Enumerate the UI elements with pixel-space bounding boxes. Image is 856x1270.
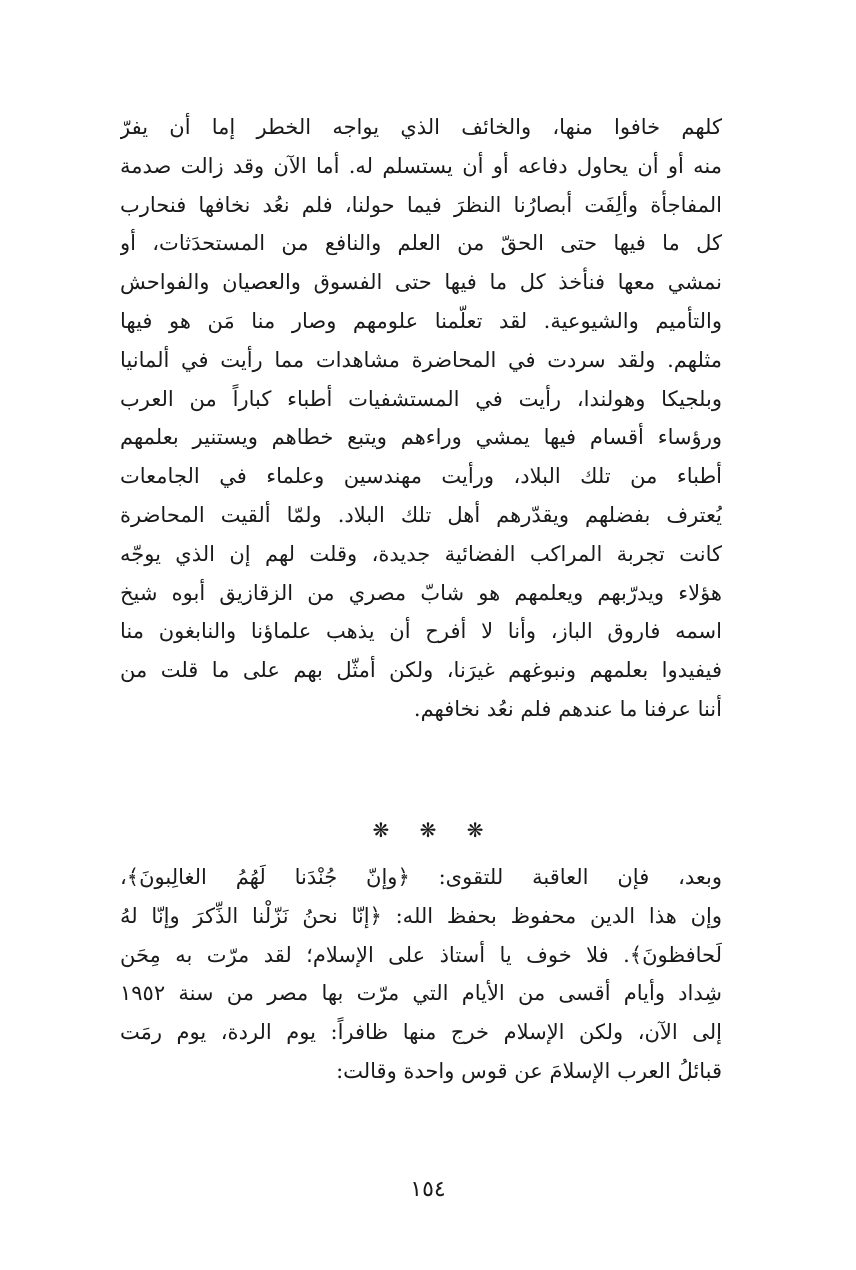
paragraph-1-line: هؤلاء ويدرّبهم ويعلمهم هو شابّ مصري من الزقازيق أبوه شيخ — [120, 580, 722, 605]
paragraph-1-line: وبلجيكا وهولندا، رأيت في المستشفيات أطباء كباراً من العرب — [120, 386, 722, 411]
paragraph-2-line: لَحافظونَ﴾. فلا خوف يا أستاذ على الإسلام؛ لقد مرّت به مِحَن — [120, 942, 722, 967]
paragraph-1-line: المفاجأة وألِفَت أبصارُنا النظرَ فيما حولنا، فلم نعُد نخافها فنحارب — [120, 192, 722, 217]
page-number: ١٥٤ — [410, 1177, 446, 1202]
paragraph-1-line: اسمه فاروق الباز، وأنا لا أفرح أن يذهب علماؤنا والنابغون منا — [120, 619, 722, 644]
paragraph-1-line: كلهم خافوا منها، والخائف الذي يواجه الخطر إما أن يفرّ — [120, 115, 722, 139]
paragraph-1-line: منه أو أن يحاول دفاعه أو أن يستسلم له. أما الآن وقد زالت صدمة — [120, 153, 722, 178]
paragraph-1-line: والتأميم والشيوعية. لقد تعلّمنا علومهم وصار منا مَن هو فيها — [120, 308, 722, 333]
asterism-mark: ❋ — [419, 818, 437, 842]
paragraph-2-line: إلى الآن، ولكن الإسلام خرج منها ظافراً: يوم الردة، يوم رمَت — [120, 1020, 722, 1045]
paragraph-1-line: يُعترف بفضلهم ويقدّرهم أهل تلك البلاد. ولمّا ألقيت المحاضرة — [120, 502, 722, 527]
paragraph-1-line: كانت تجربة المراكب الفضائية جديدة، وقلت لهم إن الذي يوجّه — [120, 541, 722, 566]
paragraph-1-line: كل ما فيها حتى الحقّ من العلم والنافع من المستحدَثات، أو — [120, 231, 722, 256]
paragraph-2-line: وإن هذا الدين محفوظ بحفظ الله: ﴿إنّا نحنُ نَزّلْنا الذِّكرَ وإنّا لهُ — [120, 903, 722, 928]
paragraph-1-line: مثلهم. ولقد سردت في المحاضرة مشاهدات مما رأيت في ألمانيا — [120, 347, 722, 372]
paragraph-2-line: وبعد، فإن العاقبة للتقوى: ﴿وإنّ جُنْدَنا لَهُمُ الغالِبونَ﴾، — [120, 865, 722, 889]
paragraph-2-line: شِداد وأيام أقسى من الأيام التي مرّت بها مصر من سنة ١٩٥٢ — [120, 981, 722, 1006]
asterism-mark: ❋ — [466, 818, 484, 842]
paragraph-1-line: أننا عرفنا ما عندهم فلم نعُد نخافهم. — [413, 696, 722, 721]
paragraph-1-line: ورؤساء أقسام فيها يمشي وراءهم ويتبع خطاهم ويستنير بعلمهم — [120, 425, 722, 450]
section-separator — [0, 812, 856, 848]
paragraph-2 — [120, 858, 722, 1091]
paragraph-1-line: أطباء من تلك البلاد، ورأيت مهندسين وعلماء في الجامعات — [120, 464, 722, 489]
paragraph-2-line: قبائلُ العرب الإسلامَ عن قوس واحدة وقالت: — [336, 1058, 722, 1083]
paragraph-1-line: نمشي معها فنأخذ كل ما فيها حتى الفسوق والعصيان والفواحش — [120, 270, 722, 295]
asterism-mark: ❋ — [372, 818, 390, 842]
paragraph-1-line: فيفيدوا بعلمهم ونبوغهم غيرَنا، ولكن أمثّل بهم على ما قلت من — [120, 658, 722, 683]
paragraph-1 — [120, 108, 722, 729]
